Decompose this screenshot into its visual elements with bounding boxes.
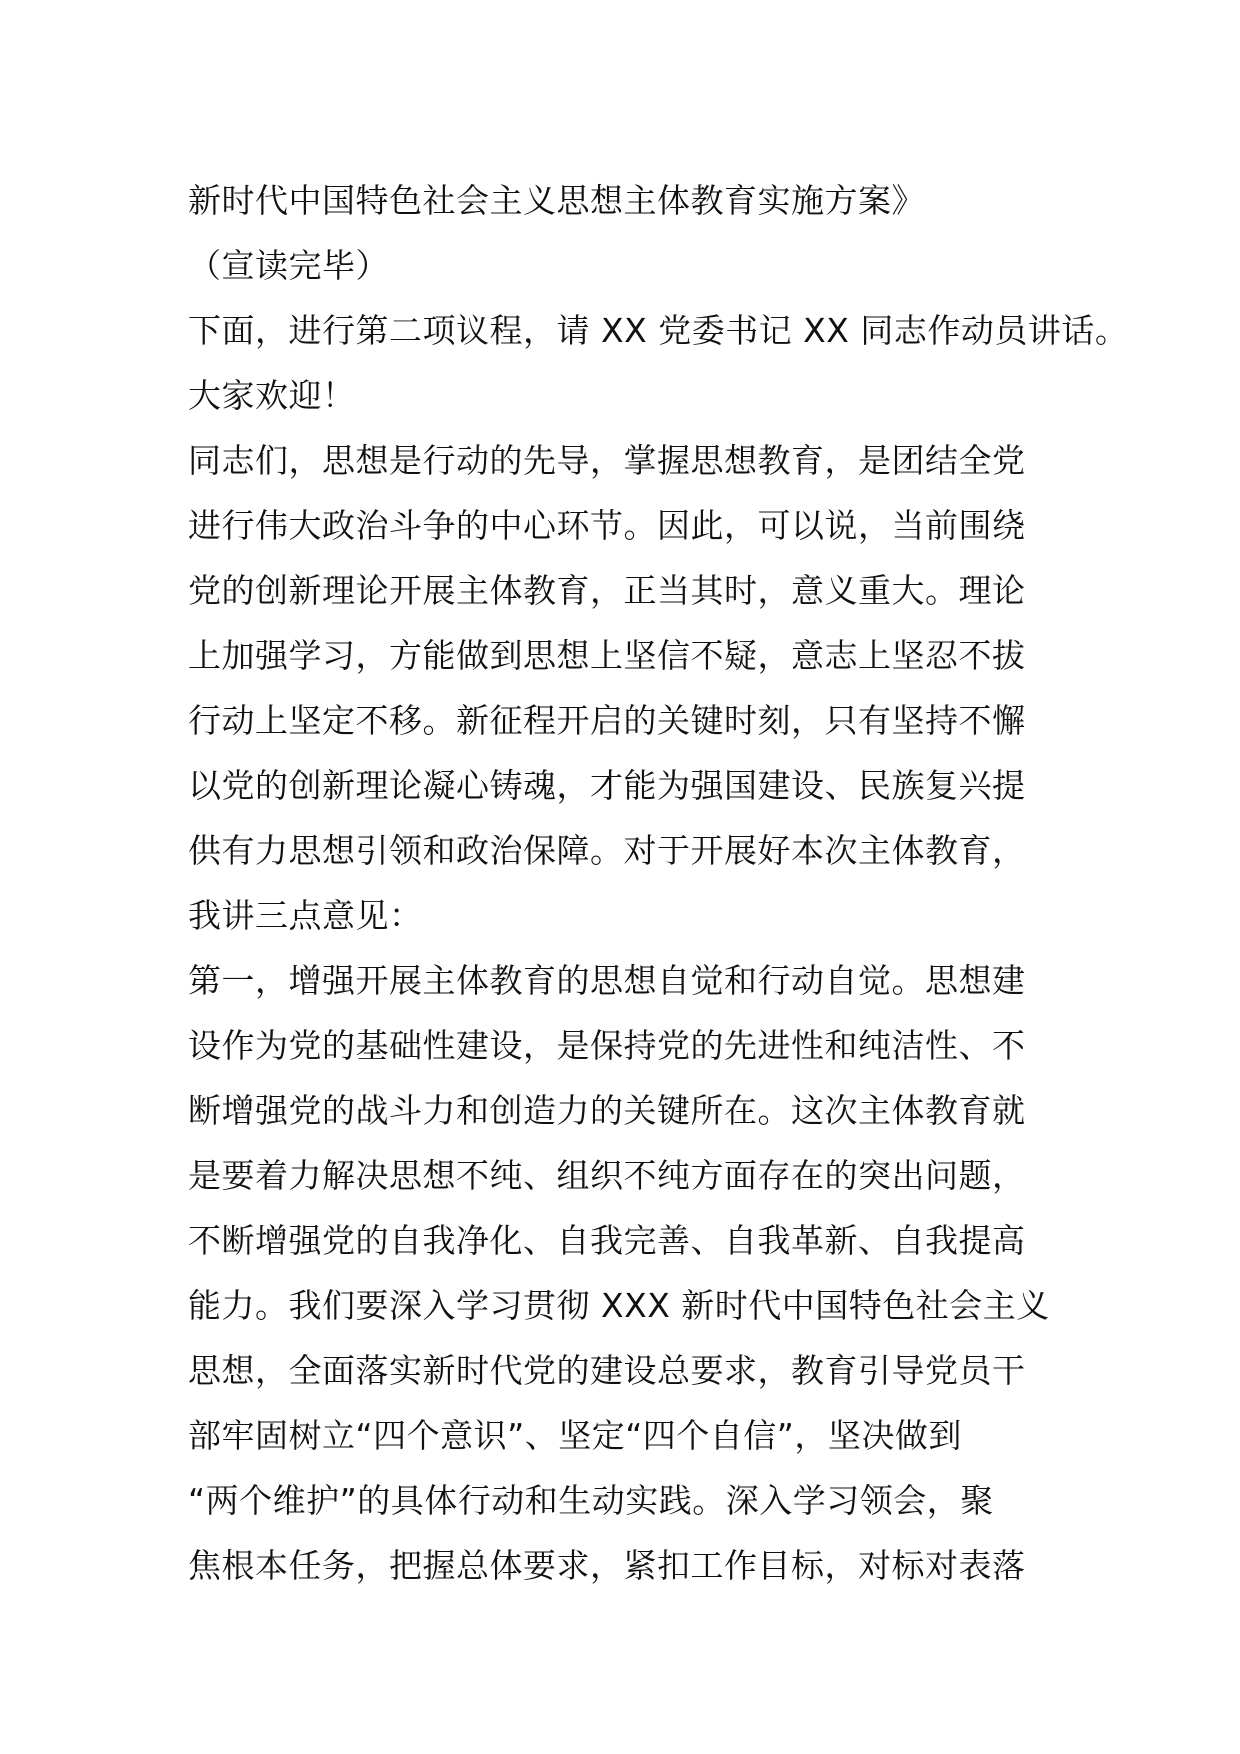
text-line: 不断增强党的自我净化、自我完善、自我革新、自我提高 — [188, 1221, 1026, 1260]
text-line: 党的创新理论开展主体教育，正当其时，意义重大。理论 — [188, 571, 1026, 610]
text-line: 同志们，思想是行动的先导，掌握思想教育，是团结全党 — [188, 441, 1026, 480]
text-line: 我讲三点意见： — [188, 896, 423, 935]
text-line: “两个维护”的具体行动和生动实践。深入学习领会，聚 — [188, 1481, 994, 1520]
document-body — [188, 168, 1129, 1598]
text-line: 供有力思想引领和政治保障。对于开展好本次主体教育， — [188, 831, 1026, 870]
text-line: 下面，进行第二项议程，请 XX 党委书记 XX 同志作动员讲话。 — [188, 311, 1129, 350]
text-line: 大家欢迎！ — [188, 376, 356, 415]
text-line: 思想，全面落实新时代党的建设总要求，教育引导党员干 — [188, 1351, 1026, 1390]
text-line: （宣读完毕） — [188, 246, 389, 285]
text-line: 第一，增强开展主体教育的思想自觉和行动自觉。思想建 — [188, 961, 1026, 1000]
text-line: 部牢固树立“四个意识”、坚定“四个自信”，坚决做到 — [188, 1416, 962, 1455]
text-line: 行动上坚定不移。新征程开启的关键时刻，只有坚持不懈 — [188, 701, 1026, 740]
text-line: 进行伟大政治斗争的中心环节。因此，可以说，当前围绕 — [188, 506, 1026, 545]
text-line: 新时代中国特色社会主义思想主体教育实施方案》 — [188, 181, 925, 220]
text-line: 上加强学习，方能做到思想上坚信不疑，意志上坚忍不拔 — [188, 636, 1026, 675]
text-line: 能力。我们要深入学习贯彻 XXX 新时代中国特色社会主义 — [188, 1286, 1050, 1325]
text-line: 以党的创新理论凝心铸魂，才能为强国建设、民族复兴提 — [188, 766, 1026, 805]
text-line: 是要着力解决思想不纯、组织不纯方面存在的突出问题， — [188, 1156, 1026, 1195]
text-line: 断增强党的战斗力和创造力的关键所在。这次主体教育就 — [188, 1091, 1026, 1130]
text-line: 焦根本任务，把握总体要求，紧扣工作目标，对标对表落 — [188, 1546, 1026, 1585]
text-line: 设作为党的基础性建设，是保持党的先进性和纯洁性、不 — [188, 1026, 1026, 1065]
